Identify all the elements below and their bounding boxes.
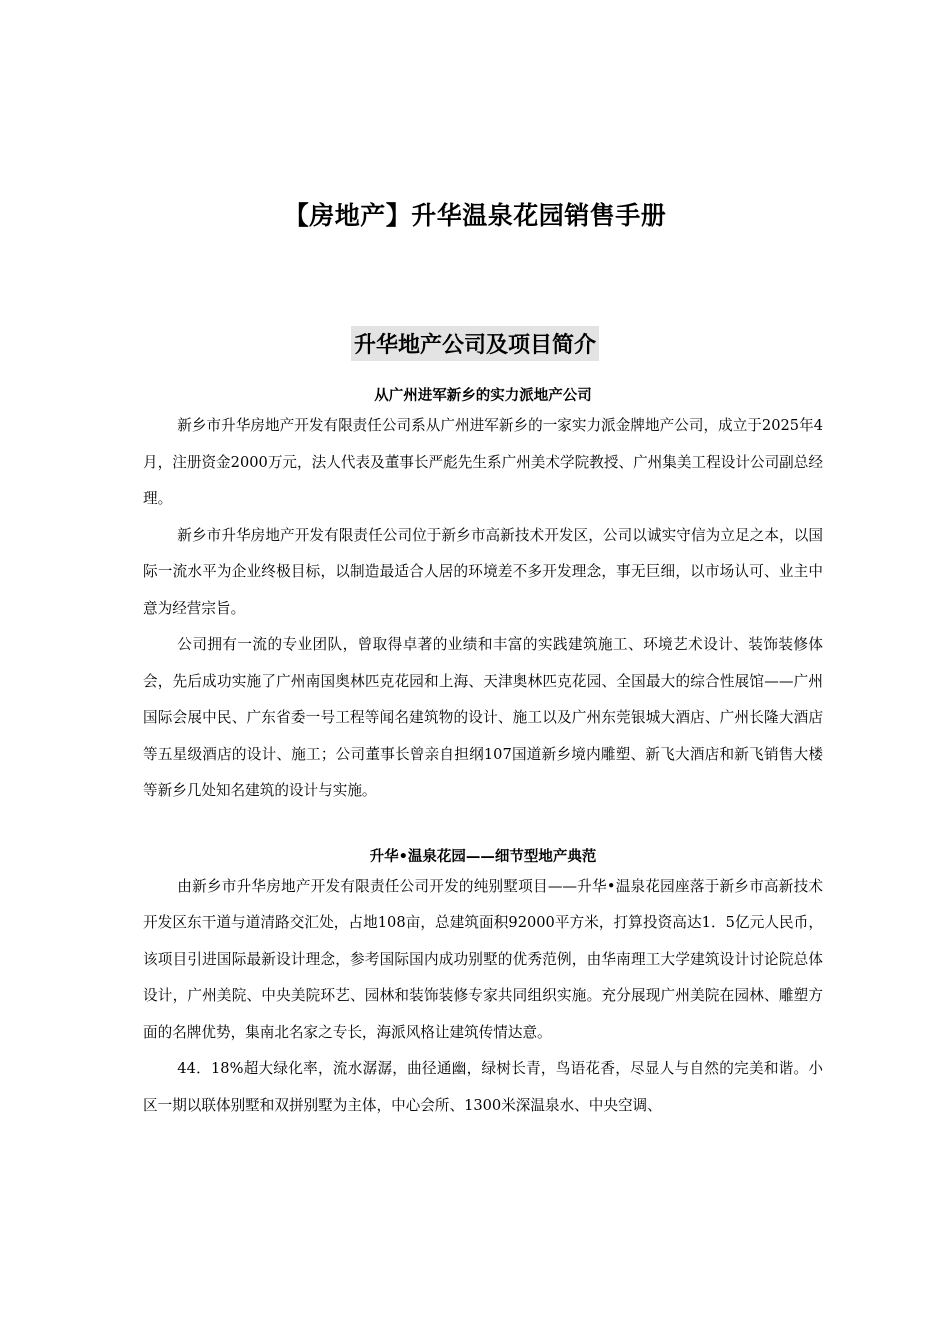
document-body [143,384,823,1124]
paragraph: 由新乡市升华房地产开发有限责任公司开发的纯别墅项目——升华•温泉花园座落于新乡市高新技术开发区东干道与道清路交汇处，占地108亩，总建筑面积92000平方米，打算投资高达1．5亿元人民币，该项目引进国际最新设计理念，参考国际国内成功别墅的优秀范例，由华南理工大学建筑设计讨论院总体设计，广州美院、中央美院环艺、园林和装饰装修专家共同组织实施。充分展现广州美院在园林、雕塑方面的名牌优势，集南北名家之专长，海派风格让建筑传情达意。 [143,877,823,1041]
section-heading: 升华地产公司及项目简介 [351,326,599,361]
subsection-heading-project: 升华•温泉花园——细节型地产典范 [369,848,597,865]
paragraph: 新乡市升华房地产开发有限责任公司系从广州进军新乡的一家实力派金牌地产公司，成立于2025年4月，注册资金2000万元，法人代表及董事长严彪先生系广州美术学院教授、广州集美工程设计公司副总经理。 [143,417,823,507]
subsection-heading-company: 从广州进军新乡的实力派地产公司 [374,388,592,404]
document-title: 【房地产】升华温泉花园销售手册 [283,201,667,230]
paragraph: 44．18%超大绿化率，流水潺潺，曲径通幽，绿树长青，鸟语花香，尽显人与自然的完美和谐。小区一期以联体别墅和双拼别墅为主体，中心会所、1300米深温泉水、中央空调、 [143,1060,823,1114]
paragraph: 新乡市升华房地产开发有限责任公司位于新乡市高新技术开发区，公司以诚实守信为立足之本，以国际一流水平为企业终极目标，以制造最适合人居的环境差不多开发理念，事无巨细，以市场认可、业主中意为经营宗旨。 [143,526,823,617]
section-heading-container [0,326,950,361]
section-spacer [143,810,823,845]
paragraph: 公司拥有一流的专业团队，曾取得卓著的业绩和丰富的实践建筑施工、环境艺术设计、装饰装修体会，先后成功实施了广州南国奥林匹克花园和上海、天津奥林匹克花园、全国最大的综合性展馆——广州国际会展中民、广东省委一号工程等闻名建筑物的设计、施工以及广州东莞银城大酒店、广州长隆大酒店等五星级酒店的设计、施工；公司董事长曾亲自担纲107国道新乡境内雕塑、新飞大酒店和新飞销售大楼等新乡几处知名建筑的设计与实施。 [143,636,823,799]
